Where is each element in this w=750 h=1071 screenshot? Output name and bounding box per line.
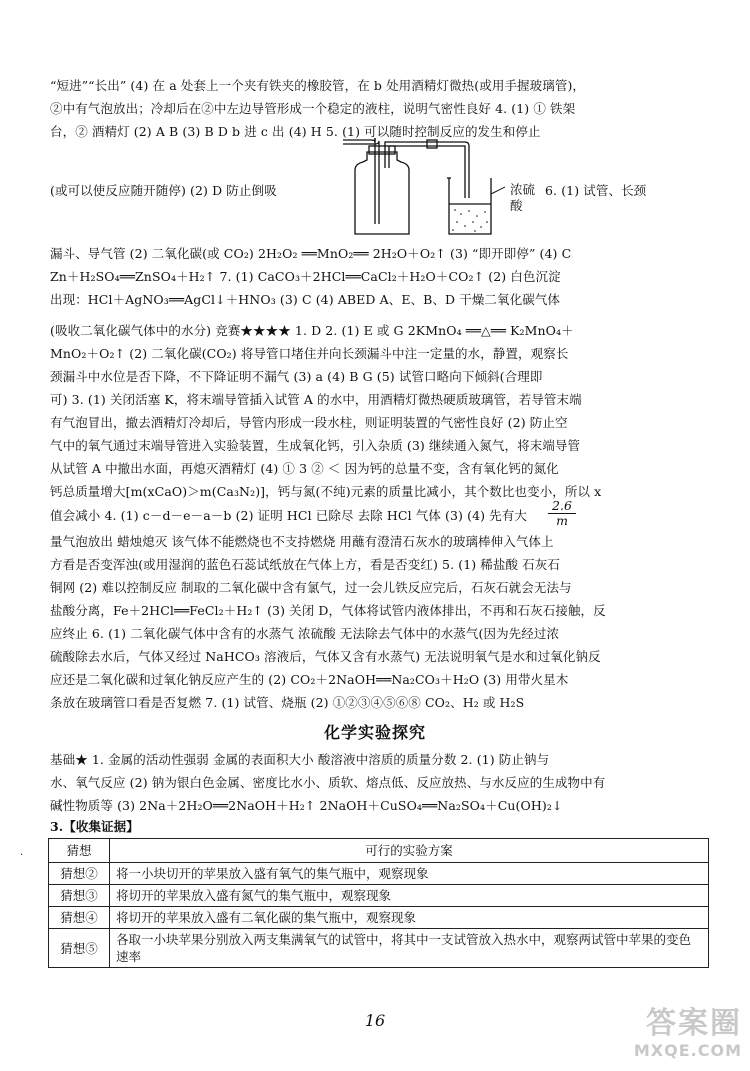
text-line: MnO₂＋O₂↑ (2) 二氧化碳(CO₂) 将导管口堵住并向长颈漏斗中注一定量的水，静置，观察长 xyxy=(50,346,569,361)
concentrated-sulfuric-acid-label: 浓硫酸 xyxy=(510,182,536,213)
text-line: 碱性物质等 (3) 2Na＋2H₂O══2NaOH＋H₂↑ 2NaOH＋CuSO₄══Na₂SO₄＋Cu(OH)₂↓ xyxy=(50,798,563,813)
watermark-line2: MXQE.COM xyxy=(633,1041,742,1060)
text-line: 颈漏斗中水位是否下降，不下降证明不漏气 (3) a (4) B G (5) 试管口略向下倾斜(合理即 xyxy=(50,369,543,384)
text-line: “短进”“长出” (4) 在 a 处套上一个夹有铁夹的橡胶管，在 b 处用酒精灯微热(或用手握玻璃管)， xyxy=(50,78,586,93)
plan-cell: 将一小块切开的苹果放入盛有氧气的集气瓶中，观察现象 xyxy=(110,863,709,885)
table-row xyxy=(49,885,709,907)
text-line: 应终止 6. (1) 二氧化碳气体中含有的水蒸气 浓硫酸 无法除去气体中的水蒸气(因为先经过浓 xyxy=(50,626,560,641)
text-line: 气中的氧气通过末端导管进入实验装置，生成氧化钙，引入杂质 (3) 继续通入氮气，将末端导管 xyxy=(50,438,581,453)
table-row xyxy=(49,929,709,968)
text-line: 方看是否变浑浊(或用湿润的蓝色石蕊试纸放在气体上方，看是否变红) 5. (1) 稀盐酸 石灰石 xyxy=(50,557,560,572)
experiment-plan-table xyxy=(48,838,709,968)
fraction-denominator: m xyxy=(556,513,568,528)
plan-cell: 将切开的苹果放入盛有氮气的集气瓶中，观察现象 xyxy=(110,885,709,907)
guess-cell: 猜想④ xyxy=(49,907,110,929)
table-header-row xyxy=(49,839,709,863)
guess-cell: 猜想⑤ xyxy=(49,929,110,968)
text-line: 钙总质量增大[m(xCaO)＞m(Ca₃N₂)]，钙与氮(不纯)元素的质量比减小，其个数比也变小，所以 x xyxy=(50,484,602,499)
gas-apparatus-diagram xyxy=(335,138,505,238)
text-line: 可) 3. (1) 关闭活塞 K，将末端导管插入试管 A 的水中，用酒精灯微热硬质玻璃管，若导管末端 xyxy=(50,392,582,407)
watermark-line1: 答案圈 xyxy=(646,1006,742,1041)
text-line: 条放在玻璃管口看是否复燃 7. (1) 试管、烧瓶 (2) ①②③④⑤⑥⑧ CO₂、H₂ 或 H₂S xyxy=(50,695,525,710)
text-line: 出现：HCl＋AgNO₃══AgCl↓＋HNO₃ (3) C (4) ABED A、E、B、D 干燥二氧化碳气体 xyxy=(50,292,561,307)
text-line: 有气泡冒出，撤去酒精灯冷却后，导管内形成一段水柱，则证明装置的气密性良好 (2) 防止空 xyxy=(50,415,568,430)
fraction-numerator: 2.6 xyxy=(548,499,576,514)
guess-cell: 猜想③ xyxy=(49,885,110,907)
table-row xyxy=(49,907,709,929)
text-line: 漏斗、导气管 (2) 二氧化碳(或 CO₂) 2H₂O₂ ══MnO₂══ 2H₂O＋O₂↑ (3) “即开即停” (4) C xyxy=(50,246,572,261)
text-line: 铜网 (2) 难以控制反应 制取的二氧化碳中含有氯气，过一会儿铁反应完后，石灰石就会无法与 xyxy=(50,580,572,595)
text-line: 台，② 酒精灯 (2) A B (3) B D b 进 c 出 (4) H 5. (1) 可以随时控制反应的发生和停止 xyxy=(50,124,541,139)
section-title: 化学实验探究 xyxy=(323,723,426,742)
text-line: Zn＋H₂SO₄══ZnSO₄＋H₂↑ 7. (1) CaCO₃＋2HCl══CaCl₂＋H₂O＋CO₂↑ (2) 白色沉淀 xyxy=(50,269,561,284)
stray-mark: · xyxy=(20,850,24,861)
text-line: 量气泡放出 蜡烛熄灭 该气体不能燃烧也不支持燃烧 用蘸有澄清石灰水的玻璃棒伸入气体上 xyxy=(50,534,554,549)
watermark-logo xyxy=(622,1006,742,1060)
text-line-side: 6. (1) 试管、长颈 xyxy=(545,183,647,198)
header-guess: 猜想 xyxy=(49,839,110,863)
text-line: ②中有气泡放出；冷却后在②中左边导管形成一个稳定的液柱，说明气密性良好 4. (1) ① 铁架 xyxy=(50,101,576,116)
text-line: 硫酸除去水后，气体又经过 NaHCO₃ 溶液后，气体又含有水蒸气) 无法说明氧气是水和过氧化钠反 xyxy=(50,649,601,664)
text-line: (或可以使反应随开随停) (2) D 防止倒吸 xyxy=(50,183,277,198)
guess-cell: 猜想② xyxy=(49,863,110,885)
header-plan: 可行的实验方案 xyxy=(110,839,709,863)
plan-cell: 将切开的苹果放入盛有二氧化碳的集气瓶中，观察现象 xyxy=(110,907,709,929)
plan-cell: 各取一小块苹果分别放入两支集满氧气的试管中，将其中一支试管放入热水中，观察两试管中苹果的变色速率 xyxy=(110,929,709,968)
page-number: 16 xyxy=(364,1011,386,1030)
table-row xyxy=(49,863,709,885)
text-line: 3.【收集证据】 xyxy=(50,819,139,834)
text-line: 水、氧气反应 (2) 钠为银白色金属、密度比水小、质软、熔点低、反应放热、与水反应的生成物中有 xyxy=(50,775,606,790)
text-line: 值会减小 4. (1) c－d－e－a－b (2) 证明 HCl 已除尽 去除 HCl 气体 (3) (4) 先有大 xyxy=(50,508,527,523)
text-line: 应还是二氧化碳和过氧化钠反应产生的 (2) CO₂＋2NaOH══Na₂CO₃＋H₂O (3) 用带火星木 xyxy=(50,672,569,687)
fraction xyxy=(548,499,576,528)
text-line: 从试管 A 中撤出水面，再熄灭酒精灯 (4) ① 3 ② ＜ 因为钙的总量不变，含有氧化钙的氮化 xyxy=(50,461,559,476)
text-line: 基础★ 1. 金属的活动性强弱 金属的表面积大小 酸溶液中溶质的质量分数 2. (1) 防止钠与 xyxy=(50,752,550,767)
text-line: (吸收二氧化碳气体中的水分) 竞赛★★★★ 1. D 2. (1) E 或 G 2KMnO₄ ══△══ K₂MnO₄＋ xyxy=(50,323,574,338)
text-line: 盐酸分离，Fe＋2HCl══FeCl₂＋H₂↑ (3) 关闭 D，气体将试管内液体排出，不再和石灰石接触，反 xyxy=(50,603,606,618)
